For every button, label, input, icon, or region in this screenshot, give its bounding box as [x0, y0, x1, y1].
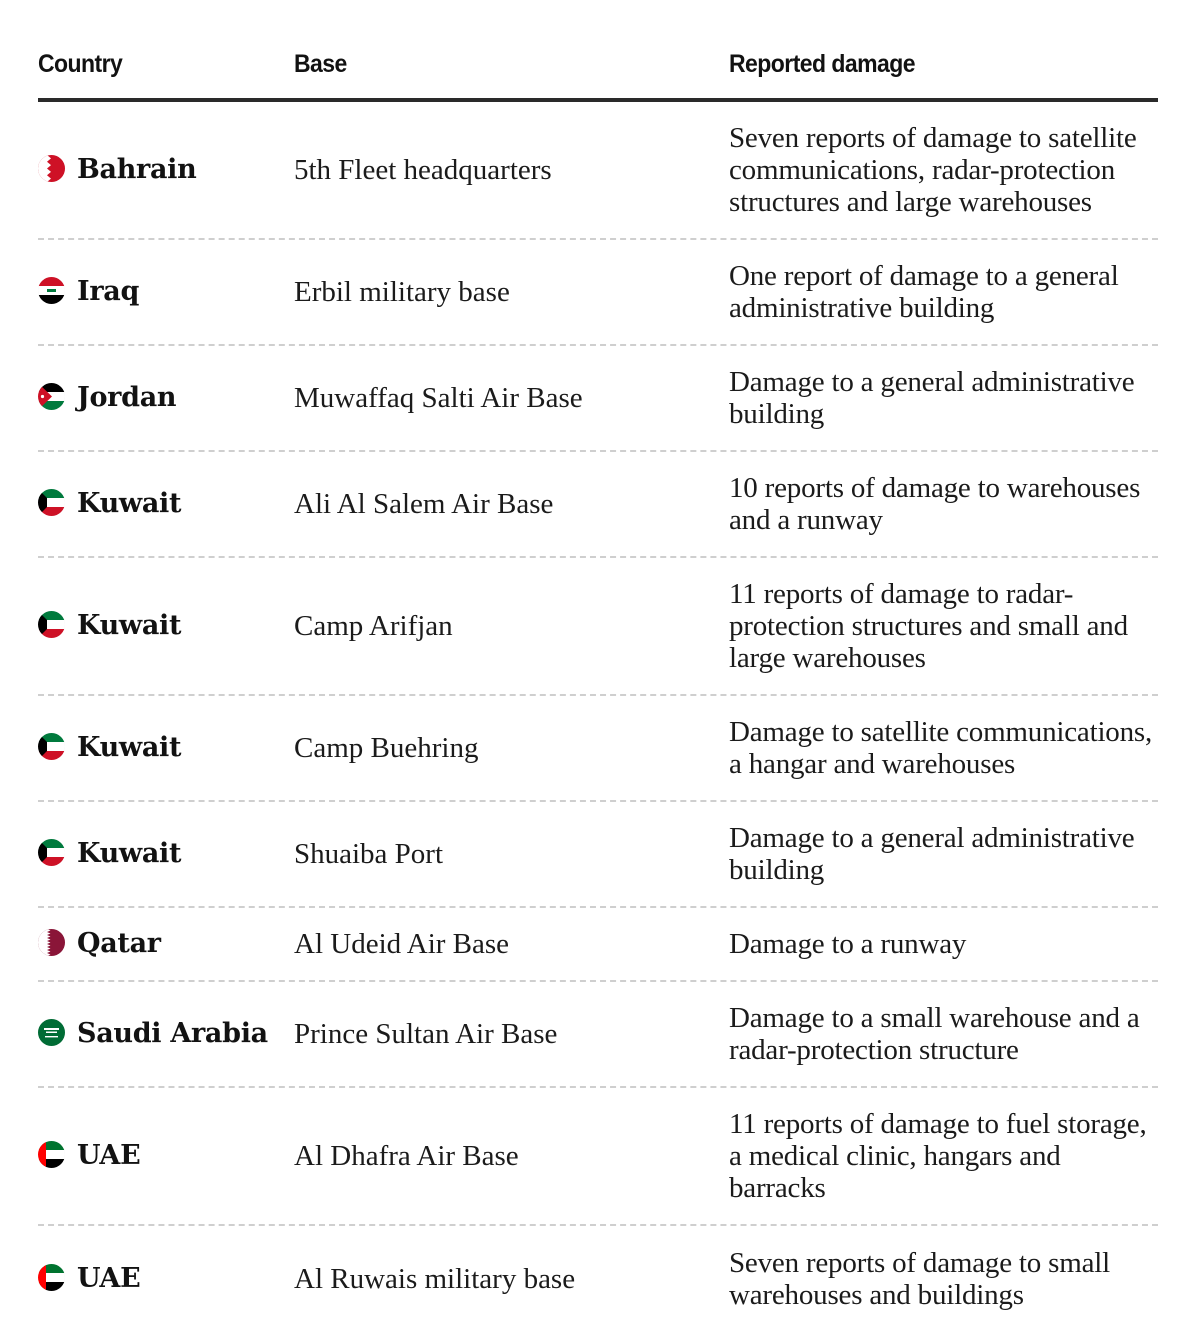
base-cell: Al Dhafra Air Base — [294, 1140, 519, 1172]
table-row — [38, 802, 1158, 908]
table-row — [38, 982, 1158, 1088]
country-cell — [38, 276, 294, 308]
damage-cell: Damage to a general administrative building — [729, 822, 1135, 886]
bahrain-flag-icon — [38, 155, 65, 182]
country-cell — [38, 610, 294, 642]
column-header-country[interactable]: Country — [38, 50, 123, 78]
damage-cell: Seven reports of damage to small warehouses and buildings — [729, 1247, 1110, 1311]
country-cell — [38, 838, 294, 870]
base-cell: Camp Buehring — [294, 732, 479, 764]
table-row — [38, 240, 1158, 346]
table-row — [38, 346, 1158, 452]
base-cell: Erbil military base — [294, 276, 510, 308]
saudi-arabia-flag-icon — [38, 1019, 65, 1046]
damage-cell: Damage to a general administrative building — [729, 366, 1135, 430]
country-name: Saudi Arabia — [77, 1018, 268, 1049]
country-name: Kuwait — [77, 838, 182, 869]
qatar-flag-icon — [38, 929, 65, 956]
country-cell — [38, 154, 294, 186]
base-cell: Camp Arifjan — [294, 610, 453, 642]
kuwait-flag-icon — [38, 733, 65, 760]
country-name: Kuwait — [77, 732, 182, 763]
country-cell — [38, 488, 294, 520]
damage-cell: Damage to satellite communications, a hangar and warehouses — [729, 716, 1153, 780]
damage-cell: 10 reports of damage to warehouses and a runway — [729, 472, 1141, 536]
uae-flag-icon — [38, 1141, 65, 1168]
damage-table — [38, 0, 1158, 1332]
country-cell — [38, 382, 294, 414]
kuwait-flag-icon — [38, 489, 65, 516]
country-name: Jordan — [77, 382, 177, 413]
table-row — [38, 1088, 1158, 1226]
damage-cell: 11 reports of damage to radar-protection structures and small and large warehouses — [729, 578, 1128, 674]
damage-cell: Damage to a small warehouse and a radar-protection structure — [729, 1002, 1140, 1066]
country-name: UAE — [77, 1140, 141, 1171]
country-cell — [38, 1018, 294, 1050]
table-row — [38, 558, 1158, 696]
country-cell — [38, 1140, 294, 1172]
damage-cell: Seven reports of damage to satellite communications, radar-protection structures and large warehouses — [729, 122, 1137, 218]
country-name: Iraq — [77, 276, 140, 307]
damage-cell: One report of damage to a general administrative building — [729, 260, 1119, 324]
country-cell — [38, 732, 294, 764]
table-row — [38, 908, 1158, 982]
column-header-damage[interactable]: Reported damage — [729, 50, 915, 78]
uae-flag-icon — [38, 1264, 65, 1291]
country-name: UAE — [77, 1263, 141, 1294]
table-row — [38, 102, 1158, 240]
country-name: Qatar — [77, 928, 161, 959]
iraq-flag-icon — [38, 277, 65, 304]
damage-cell: 11 reports of damage to fuel storage, a medical clinic, hangars and barracks — [729, 1108, 1147, 1204]
country-cell — [38, 1263, 294, 1295]
base-cell: Shuaiba Port — [294, 838, 444, 870]
base-cell: Muwaffaq Salti Air Base — [294, 382, 583, 414]
column-header-base[interactable]: Base — [294, 50, 347, 78]
country-cell — [38, 928, 294, 960]
kuwait-flag-icon — [38, 839, 65, 866]
base-cell: Al Ruwais military base — [294, 1263, 576, 1295]
base-cell: 5th Fleet headquarters — [294, 154, 552, 186]
table-header — [38, 0, 1158, 102]
base-cell: Prince Sultan Air Base — [294, 1018, 558, 1050]
base-cell: Ali Al Salem Air Base — [294, 488, 554, 520]
table-row — [38, 1226, 1158, 1332]
country-name: Kuwait — [77, 610, 182, 641]
country-name: Bahrain — [77, 154, 197, 185]
table-row — [38, 452, 1158, 558]
jordan-flag-icon — [38, 383, 65, 410]
kuwait-flag-icon — [38, 611, 65, 638]
base-cell: Al Udeid Air Base — [294, 928, 510, 960]
damage-cell: Damage to a runway — [729, 928, 967, 960]
country-name: Kuwait — [77, 488, 182, 519]
table-row — [38, 696, 1158, 802]
